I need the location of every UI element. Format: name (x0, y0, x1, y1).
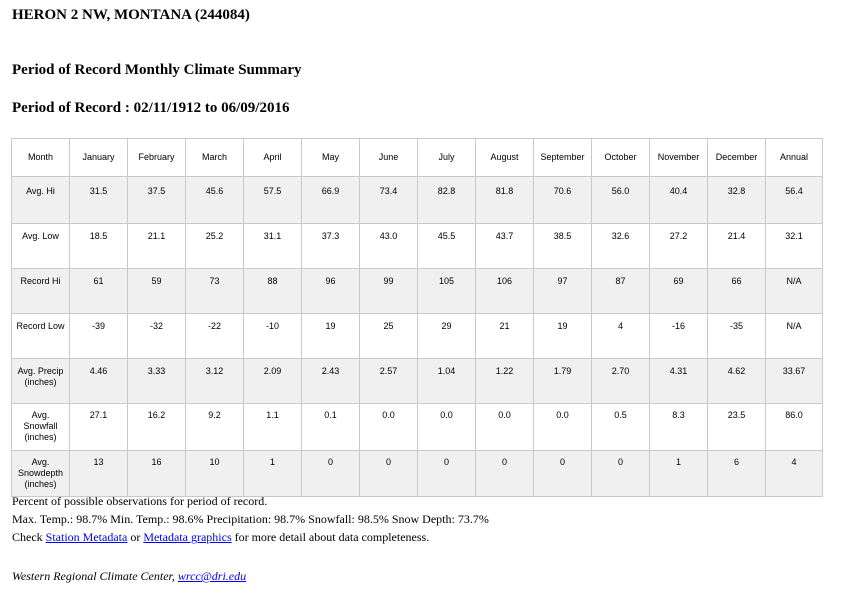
table-cell: 4.31 (650, 359, 708, 404)
table-cell: 40.4 (650, 177, 708, 224)
table-cell: 1.1 (244, 404, 302, 451)
table-cell: 0.1 (302, 404, 360, 451)
period-title: Period of Record : 02/11/1912 to 06/09/2016 (12, 100, 290, 116)
footer (12, 569, 246, 584)
climate-table (11, 138, 823, 497)
table-cell: 29 (418, 314, 476, 359)
table-cell: 16.2 (128, 404, 186, 451)
table-cell: 2.70 (592, 359, 650, 404)
table-cell: 31.5 (70, 177, 128, 224)
header-cell-may: May (302, 139, 360, 177)
table-cell: 8.3 (650, 404, 708, 451)
notes-percentages: Max. Temp.: 98.7% Min. Temp.: 98.6% Precipitation: 98.7% Snowfall: 98.5% Snow Depth: 73.7% (12, 512, 489, 526)
table-row (12, 269, 823, 314)
table-cell: 88 (244, 269, 302, 314)
header-cell-september: September (534, 139, 592, 177)
email-link[interactable]: wrcc@dri.edu (177, 569, 247, 583)
table-cell: 0 (418, 451, 476, 497)
table-cell: 45.5 (418, 224, 476, 269)
table-cell: -32 (128, 314, 186, 359)
table-cell: 4.62 (708, 359, 766, 404)
table-cell: 1 (244, 451, 302, 497)
table-cell: 66.9 (302, 177, 360, 224)
table-cell: 27.2 (650, 224, 708, 269)
table-cell: 45.6 (186, 177, 244, 224)
header-cell-april: April (244, 139, 302, 177)
table-cell: 99 (360, 269, 418, 314)
table-row (12, 404, 823, 451)
table-cell: 6 (708, 451, 766, 497)
header-cell-november: November (650, 139, 708, 177)
table-cell: 70.6 (534, 177, 592, 224)
table-cell: 0 (534, 451, 592, 497)
table-cell: 2.09 (244, 359, 302, 404)
station-metadata-link[interactable]: Station Metadata (45, 530, 128, 544)
table-cell: 1.04 (418, 359, 476, 404)
row-label: Avg. Snowfall (inches) (12, 404, 70, 451)
table-cell: 21.4 (708, 224, 766, 269)
table-cell: 69 (650, 269, 708, 314)
header-cell-june: June (360, 139, 418, 177)
table-cell: 2.43 (302, 359, 360, 404)
table-row (12, 224, 823, 269)
table-cell: 2.57 (360, 359, 418, 404)
notes-intro: Percent of possible observations for period of record. (12, 494, 268, 508)
notes-or-text: or (127, 530, 144, 544)
row-label: Record Low (12, 314, 70, 359)
footer-org: Western Regional Climate Center, (12, 569, 178, 583)
table-cell: -35 (708, 314, 766, 359)
table-cell: 25 (360, 314, 418, 359)
table-cell: 37.5 (128, 177, 186, 224)
table-cell: 4 (766, 451, 823, 497)
header-cell-february: February (128, 139, 186, 177)
header-cell-october: October (592, 139, 650, 177)
notes-check-suffix: for more detail about data completeness. (231, 530, 430, 544)
table-cell: 31.1 (244, 224, 302, 269)
table-cell: 1.79 (534, 359, 592, 404)
table-cell: 56.4 (766, 177, 823, 224)
table-cell: 0.0 (476, 404, 534, 451)
table-cell: 21 (476, 314, 534, 359)
summary-title: Period of Record Monthly Climate Summary (12, 62, 302, 78)
table-cell: 33.67 (766, 359, 823, 404)
notes-check-prefix: Check (12, 530, 46, 544)
metadata-graphics-link[interactable]: Metadata graphics (143, 530, 232, 544)
table-cell: -10 (244, 314, 302, 359)
table-cell: 0.5 (592, 404, 650, 451)
table-cell: 96 (302, 269, 360, 314)
header-cell-july: July (418, 139, 476, 177)
table-cell: 32.1 (766, 224, 823, 269)
header-cell-january: January (70, 139, 128, 177)
table-cell: N/A (766, 269, 823, 314)
table-cell: 16 (128, 451, 186, 497)
table-cell: -16 (650, 314, 708, 359)
header-cell-august: August (476, 139, 534, 177)
table-cell: 105 (418, 269, 476, 314)
table-cell: 73 (186, 269, 244, 314)
table-cell: 0.0 (360, 404, 418, 451)
table-cell: 0 (476, 451, 534, 497)
table-row (12, 314, 823, 359)
table-row (12, 451, 823, 497)
header-cell-month: Month (12, 139, 70, 177)
row-label: Record Hi (12, 269, 70, 314)
table-row (12, 359, 823, 404)
table-cell: 61 (70, 269, 128, 314)
table-cell: 18.5 (70, 224, 128, 269)
table-cell: 0.0 (418, 404, 476, 451)
table-cell: 97 (534, 269, 592, 314)
table-cell: 3.12 (186, 359, 244, 404)
table-cell: 73.4 (360, 177, 418, 224)
table-cell: 0 (302, 451, 360, 497)
row-label: Avg. Snowdepth (inches) (12, 451, 70, 497)
table-cell: 19 (534, 314, 592, 359)
table-cell: 86.0 (766, 404, 823, 451)
observation-notes (12, 492, 489, 546)
table-cell: 66 (708, 269, 766, 314)
table-cell: 19 (302, 314, 360, 359)
table-cell: 21.1 (128, 224, 186, 269)
table-cell: 0.0 (534, 404, 592, 451)
header-cell-december: December (708, 139, 766, 177)
table-cell: 13 (70, 451, 128, 497)
table-cell: 27.1 (70, 404, 128, 451)
table-cell: 1 (650, 451, 708, 497)
table-cell: 56.0 (592, 177, 650, 224)
table-cell: 43.7 (476, 224, 534, 269)
table-cell: N/A (766, 314, 823, 359)
table-cell: -22 (186, 314, 244, 359)
table-cell: 37.3 (302, 224, 360, 269)
row-label: Avg. Precip (inches) (12, 359, 70, 404)
table-cell: 25.2 (186, 224, 244, 269)
table-cell: 81.8 (476, 177, 534, 224)
table-cell: 59 (128, 269, 186, 314)
table-cell: 3.33 (128, 359, 186, 404)
header-cell-annual: Annual (766, 139, 823, 177)
table-cell: 87 (592, 269, 650, 314)
table-cell: 57.5 (244, 177, 302, 224)
table-row (12, 177, 823, 224)
table-cell: 32.6 (592, 224, 650, 269)
table-cell: 106 (476, 269, 534, 314)
table-cell: 9.2 (186, 404, 244, 451)
row-label: Avg. Hi (12, 177, 70, 224)
station-title: HERON 2 NW, MONTANA (244084) (12, 7, 250, 23)
table-cell: -39 (70, 314, 128, 359)
table-cell: 10 (186, 451, 244, 497)
table-cell: 4 (592, 314, 650, 359)
table-cell: 32.8 (708, 177, 766, 224)
table-header-row (12, 139, 823, 177)
notes-check-line (12, 528, 489, 546)
table-cell: 1.22 (476, 359, 534, 404)
table-cell: 82.8 (418, 177, 476, 224)
table-cell: 23.5 (708, 404, 766, 451)
table-cell: 43.0 (360, 224, 418, 269)
table-cell: 38.5 (534, 224, 592, 269)
table-cell: 0 (592, 451, 650, 497)
row-label: Avg. Low (12, 224, 70, 269)
table-cell: 4.46 (70, 359, 128, 404)
header-cell-march: March (186, 139, 244, 177)
table-cell: 0 (360, 451, 418, 497)
